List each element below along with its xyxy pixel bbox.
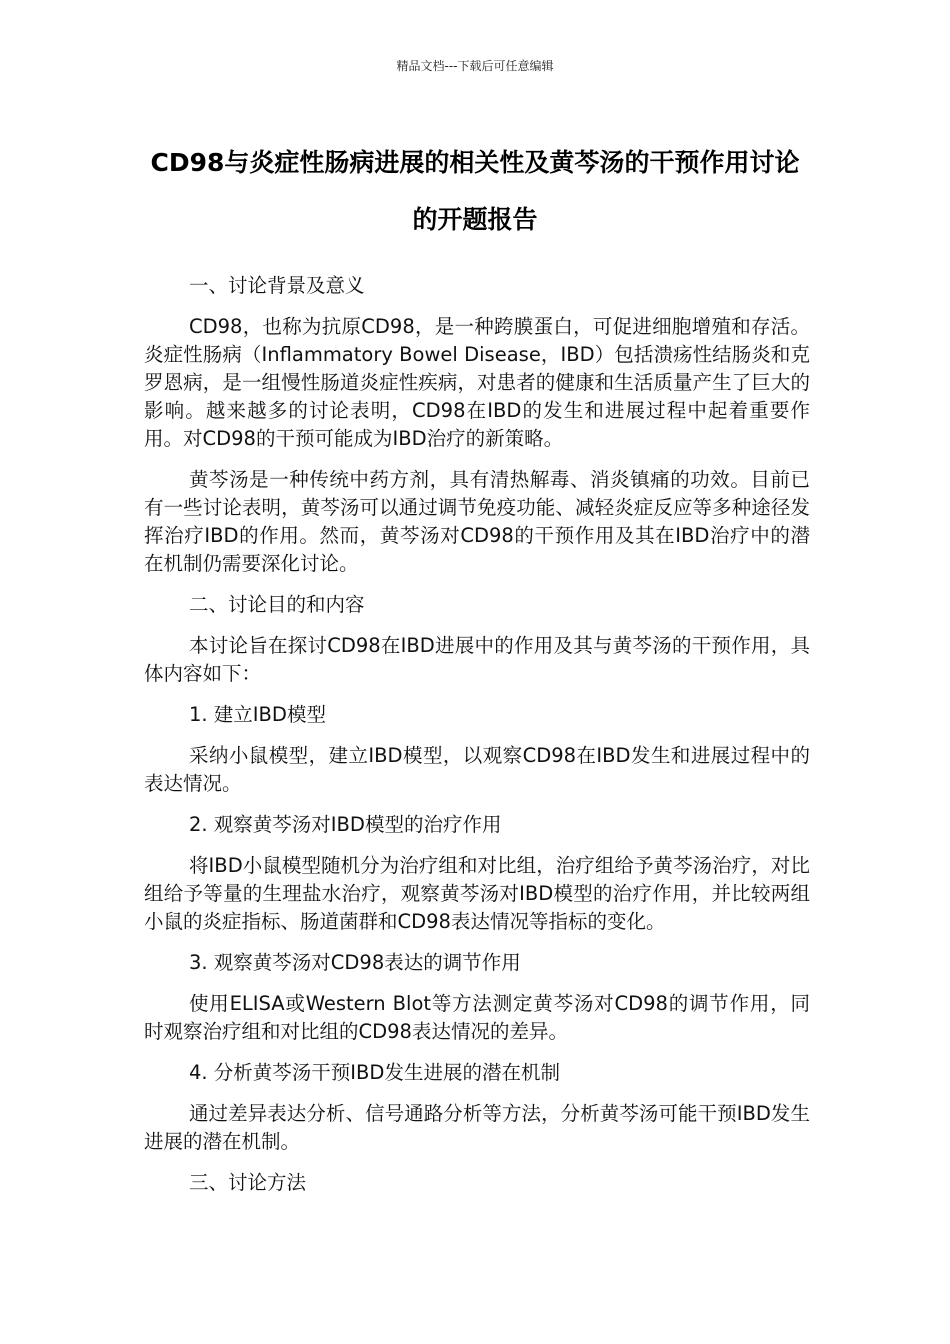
paragraph-cd98-intro: CD98，也称为抗原CD98，是一种跨膜蛋白，可促进细胞增殖和存活。炎症性肠病（Inflammatory Bowel Disease，IBD）包括溃疡性结肠炎和克罗恩病，是一组慢性肠道炎症性疾病，对患者的健康和生活质量产生了巨大的影响。越来越多的讨论表明，CD98在IBD的发生和进展过程中起着重要作用。对CD98的干预可能成为IBD治疗的新策略。: [144, 315, 810, 450]
section-heading-objectives: 二、讨论目的和内容: [189, 593, 365, 616]
header-note: 精品文档---下载后可任意编辑: [396, 59, 554, 73]
item-text-2: 将IBD小鼠模型随机分为治疗组和对比组，治疗组给予黄芩汤治疗，对比组给予等量的生理盐水治疗，观察黄芩汤对IBD模型的治疗作用，并比较两组小鼠的炎症指标、肠道菌群和CD98表达情况等指标的变化。: [144, 854, 810, 933]
item-text-4: 通过差异表达分析、信号通路分析等方法，分析黄芩汤可能干预IBD发生进展的潜在机制。: [144, 1102, 810, 1153]
item-heading-2: 2. 观察黄芩汤对IBD模型的治疗作用: [189, 813, 502, 836]
section-heading-background: 一、讨论背景及意义: [189, 274, 365, 297]
item-text-1: 采纳小鼠模型，建立IBD模型，以观察CD98在IBD发生和进展过程中的表达情况。: [144, 744, 810, 795]
paragraph-objectives: 本讨论旨在探讨CD98在IBD进展中的作用及其与黄芩汤的干预作用，具体内容如下：: [144, 634, 810, 685]
item-heading-4: 4. 分析黄芩汤干预IBD发生进展的潜在机制: [189, 1061, 560, 1084]
item-text-3: 使用ELISA或Western Blot等方法测定黄芩汤对CD98的调节作用，同时观察治疗组和对比组的CD98表达情况的差异。: [144, 992, 810, 1043]
document-title: CD98与炎症性肠病进展的相关性及黄芩汤的干预作用讨论的开题报告: [150, 148, 800, 234]
section-heading-methods: 三、讨论方法: [189, 1171, 307, 1194]
paragraph-huangqin-intro: 黄芩汤是一种传统中药方剂，具有清热解毒、消炎镇痛的功效。目前已有一些讨论表明，黄芩汤可以通过调节免疫功能、减轻炎症反应等多种途径发挥治疗IBD的作用。然而，黄芩汤对CD98的干预作用及其在IBD治疗中的潜在机制仍需要深化讨论。: [144, 468, 810, 575]
item-heading-1: 1. 建立IBD模型: [189, 703, 326, 726]
document-body: [144, 272, 810, 1210]
item-heading-3: 3. 观察黄芩汤对CD98表达的调节作用: [189, 951, 521, 974]
